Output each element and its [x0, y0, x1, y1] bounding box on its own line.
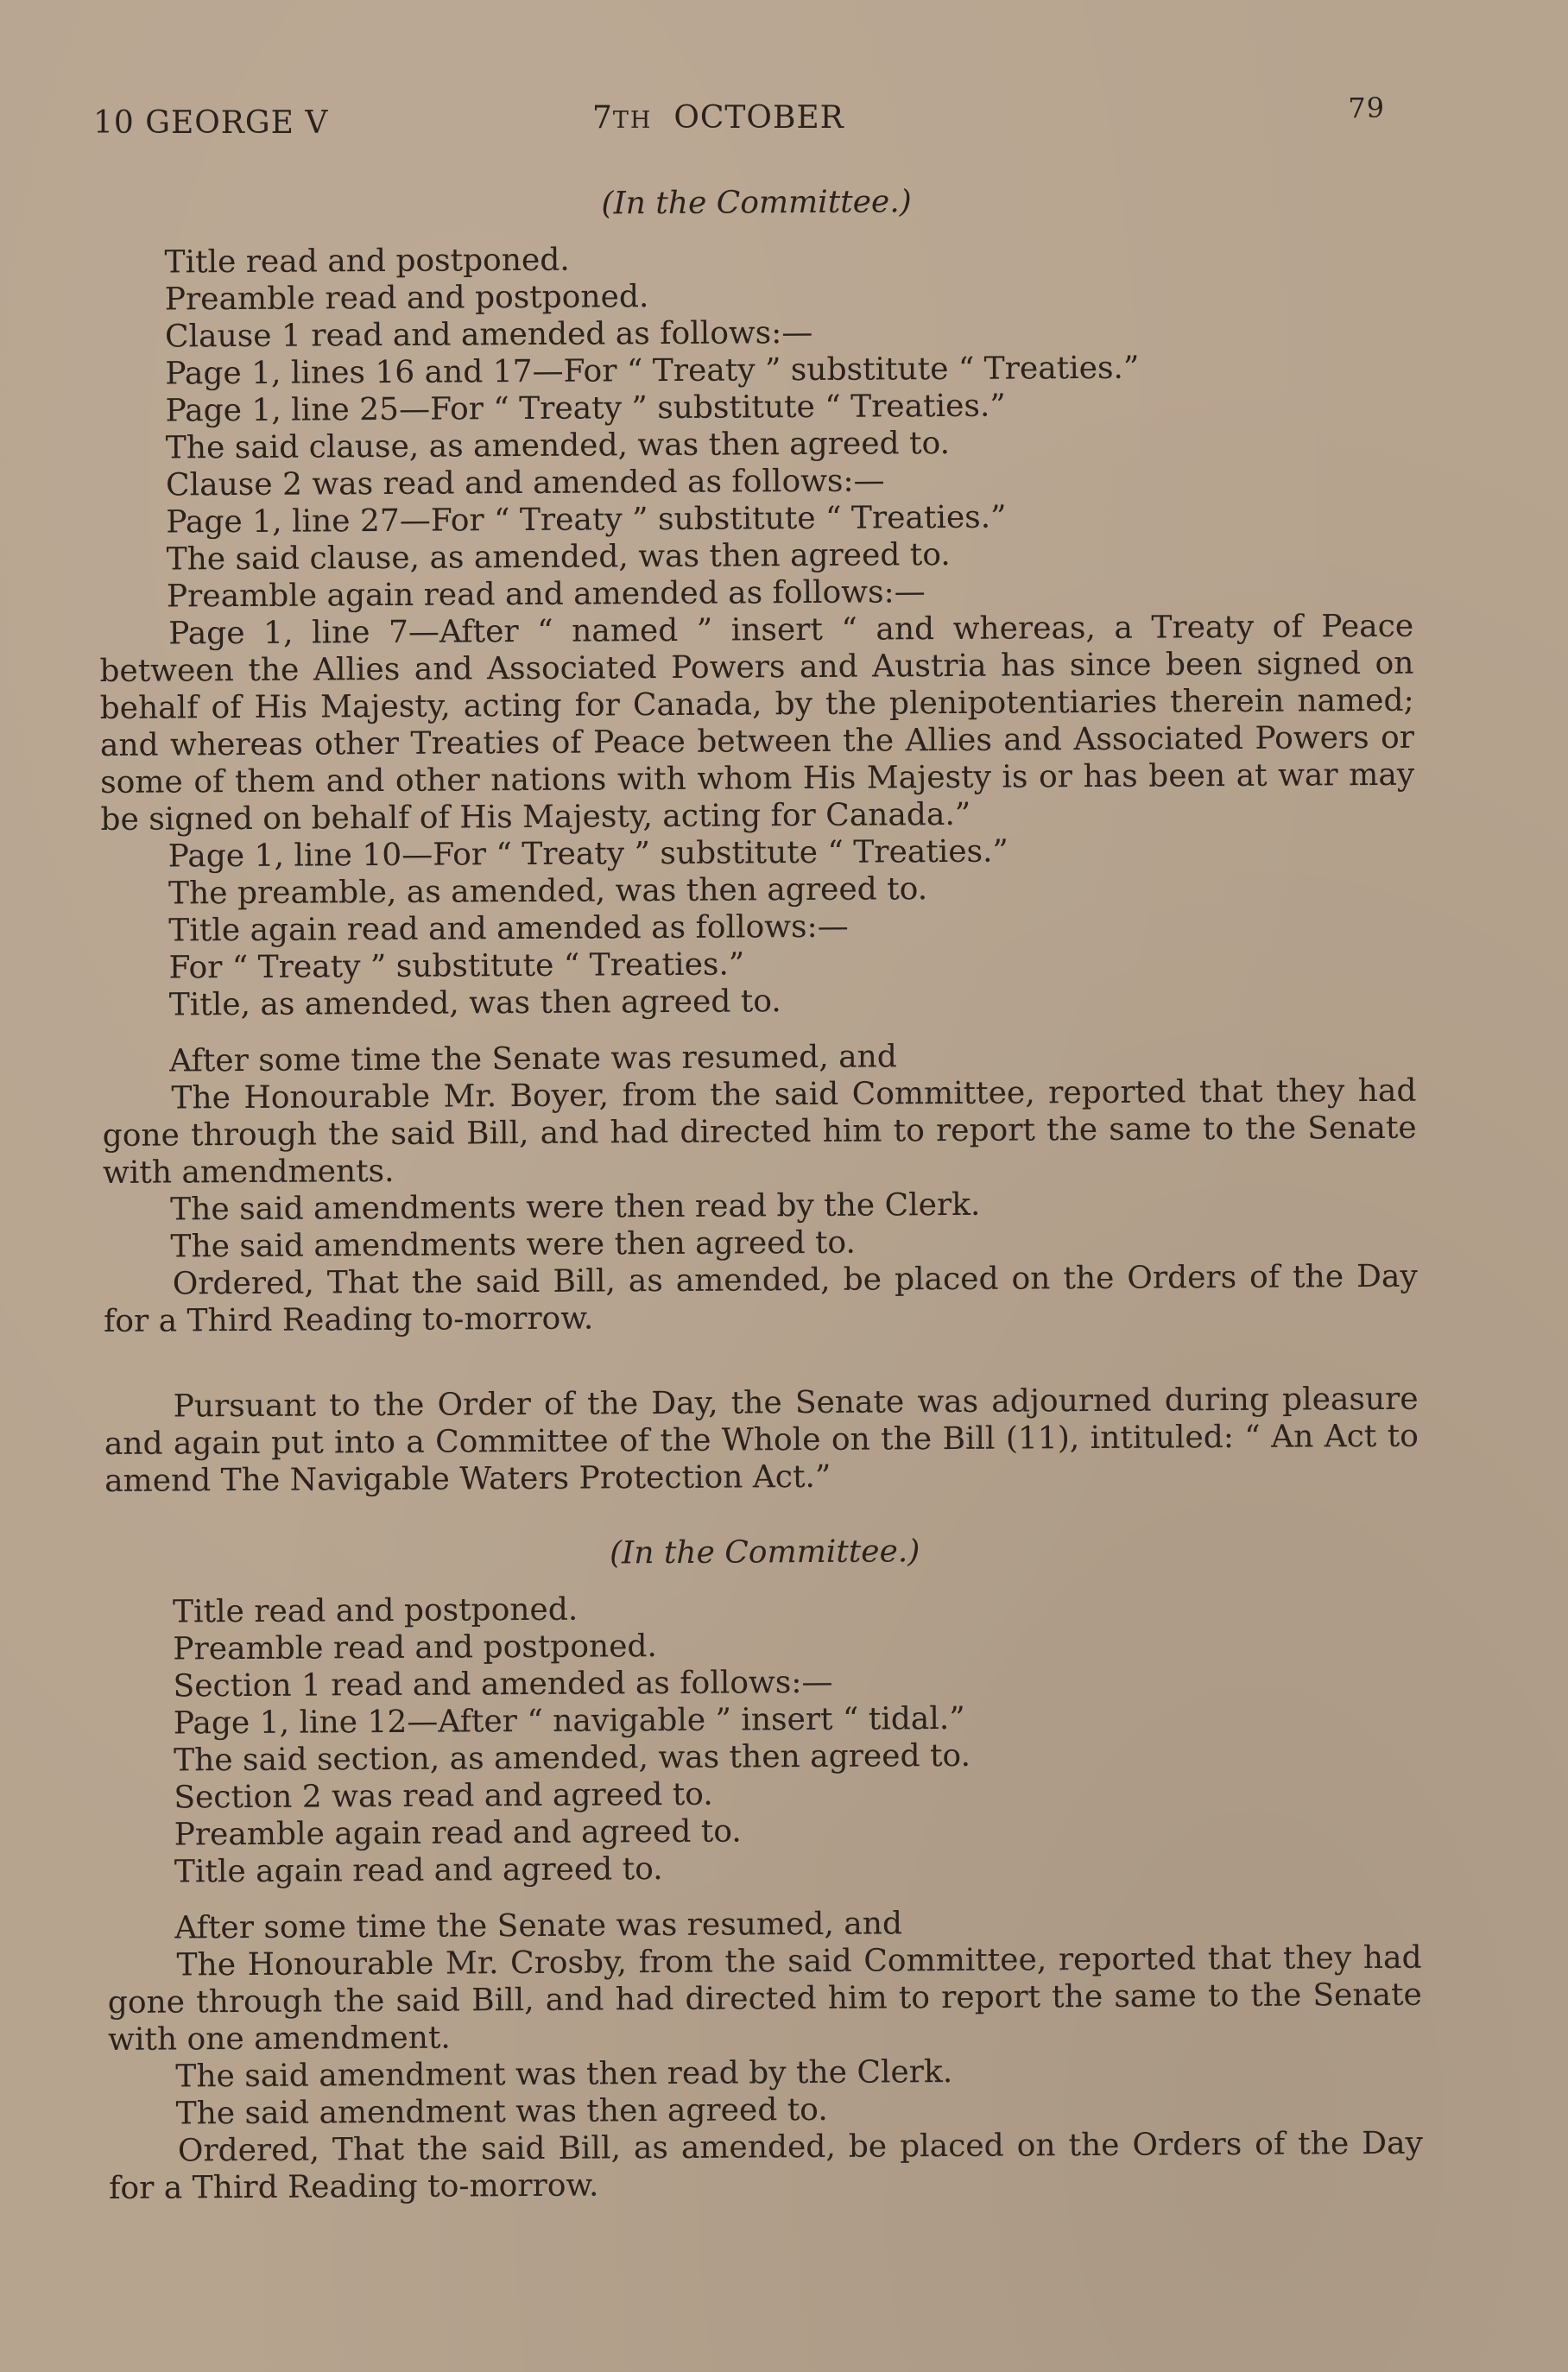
- proceeding-line: Title, as amended, was then agreed to.: [168, 984, 781, 1023]
- proceeding-line: Title again read and amended as follows:—: [168, 908, 849, 949]
- proceeding-line: Title again read and agreed to.: [174, 1851, 663, 1890]
- header-date: [592, 100, 844, 136]
- proceeding-line: Preamble read and postponed.: [173, 1629, 658, 1667]
- proceeding-line: The said clause, as amended, was then agreed to.: [165, 426, 951, 466]
- proceeding-line: The said clause, as amended, was then agreed to.: [166, 537, 951, 578]
- proceeding-line: Title read and postponed.: [164, 242, 570, 281]
- proceeding-line: Page 1, line 12—After “ navigable ” insert “ tidal.”: [173, 1700, 965, 1742]
- proceeding-line: For “ Treaty ” substitute “ Treaties.”: [168, 946, 745, 986]
- senate-resumed-line: After some time the Senate was resumed, and: [169, 1039, 897, 1079]
- committee-heading-1: (In the Committee.): [601, 184, 912, 222]
- proceeding-line: The preamble, as amended, was then agreed to.: [168, 871, 928, 912]
- proceeding-line: Title read and postponed.: [172, 1591, 579, 1630]
- proceeding-line: Preamble read and postponed.: [164, 279, 649, 318]
- proceeding-line: Page 1, line 25—For “ Treaty ” substitute “ Treaties.”: [165, 388, 1006, 429]
- proceeding-line: Preamble again read and amended as follows:—: [166, 574, 926, 615]
- proceeding-line: The said amendments were then agreed to.: [170, 1224, 857, 1265]
- proceeding-line: The said amendment was then agreed to.: [175, 2091, 828, 2132]
- proceeding-line: The said amendments were then read by the Clerk.: [170, 1186, 981, 1228]
- header-regnal-year: 10 GEORGE V: [93, 105, 329, 141]
- committee-report-paragraph: The Honourable Mr. Crosby, from the said Committee, reported that they had gone through the said Bill, and had directed him to report the same to the Senate with one amendment.: [107, 1939, 1422, 2058]
- order-paragraph: Ordered, That the said Bill, as amended, be placed on the Orders of the Day for a Third Reading to-morrow.: [109, 2125, 1423, 2206]
- senate-resumed-line: After some time the Senate was resumed, and: [174, 1906, 903, 1946]
- header-month: OCTOBER: [673, 100, 844, 136]
- proceeding-line: Page 1, lines 16 and 17—For “ Treaty ” substitute “ Treaties.”: [165, 350, 1140, 392]
- proceeding-line: Clause 1 read and amended as follows:—: [164, 314, 813, 355]
- proceeding-line: Page 1, line 10—For “ Treaty ” substitute “ Treaties.”: [168, 833, 1009, 875]
- order-paragraph: Ordered, That the said Bill, as amended, be placed on the Orders of the Day for a Third Reading to-morrow.: [103, 1258, 1418, 1340]
- proceeding-line: The said amendment was then read by the Clerk.: [175, 2054, 953, 2095]
- journal-body: [99, 180, 1423, 2207]
- header-day-suffix: TH: [612, 107, 653, 134]
- preamble-amendment-paragraph: Page 1, line 7—After “ named ” insert “ and whereas, a Treaty of Peace between the Allies and Associated Powers and Austria has since been signed on behalf of His Majesty, acting for Canada, by the plenipotentiaries therein named; and whereas other Treaties of Peace between the Allies and Associated Powers or some of them and other nations with whom His Majesty is or has been at war may be signed on behalf of His Majesty, acting for Canada.”: [99, 608, 1415, 838]
- header-day-number: 7: [592, 100, 613, 136]
- committee-report-paragraph: The Honourable Mr. Boyer, from the said Committee, reported that they had gone through the said Bill, and had directed him to report the same to the Senate with amendments.: [102, 1072, 1417, 1192]
- proceeding-line: Page 1, line 27—For “ Treaty ” substitute “ Treaties.”: [166, 499, 1007, 541]
- page-number: 79: [1348, 92, 1385, 124]
- proceeding-line: Clause 2 was read and amended as follows:—: [165, 463, 885, 503]
- proceeding-line: Preamble again read and agreed to.: [174, 1813, 742, 1853]
- proceeding-line: Section 1 read and amended as follows:—: [173, 1664, 833, 1705]
- running-head: [93, 92, 1414, 149]
- committee-heading-2: (In the Committee.): [609, 1534, 920, 1572]
- pursuant-paragraph: Pursuant to the Order of the Day, the Senate was adjourned during pleasure and again put into a Committee of the Whole on the Bill (11), intituled: “ An Act to amend The Navigable Waters Protection Act.”: [104, 1381, 1419, 1500]
- proceeding-line: Section 2 was read and agreed to.: [174, 1776, 713, 1816]
- proceeding-line: The said section, as amended, was then agreed to.: [174, 1737, 971, 1779]
